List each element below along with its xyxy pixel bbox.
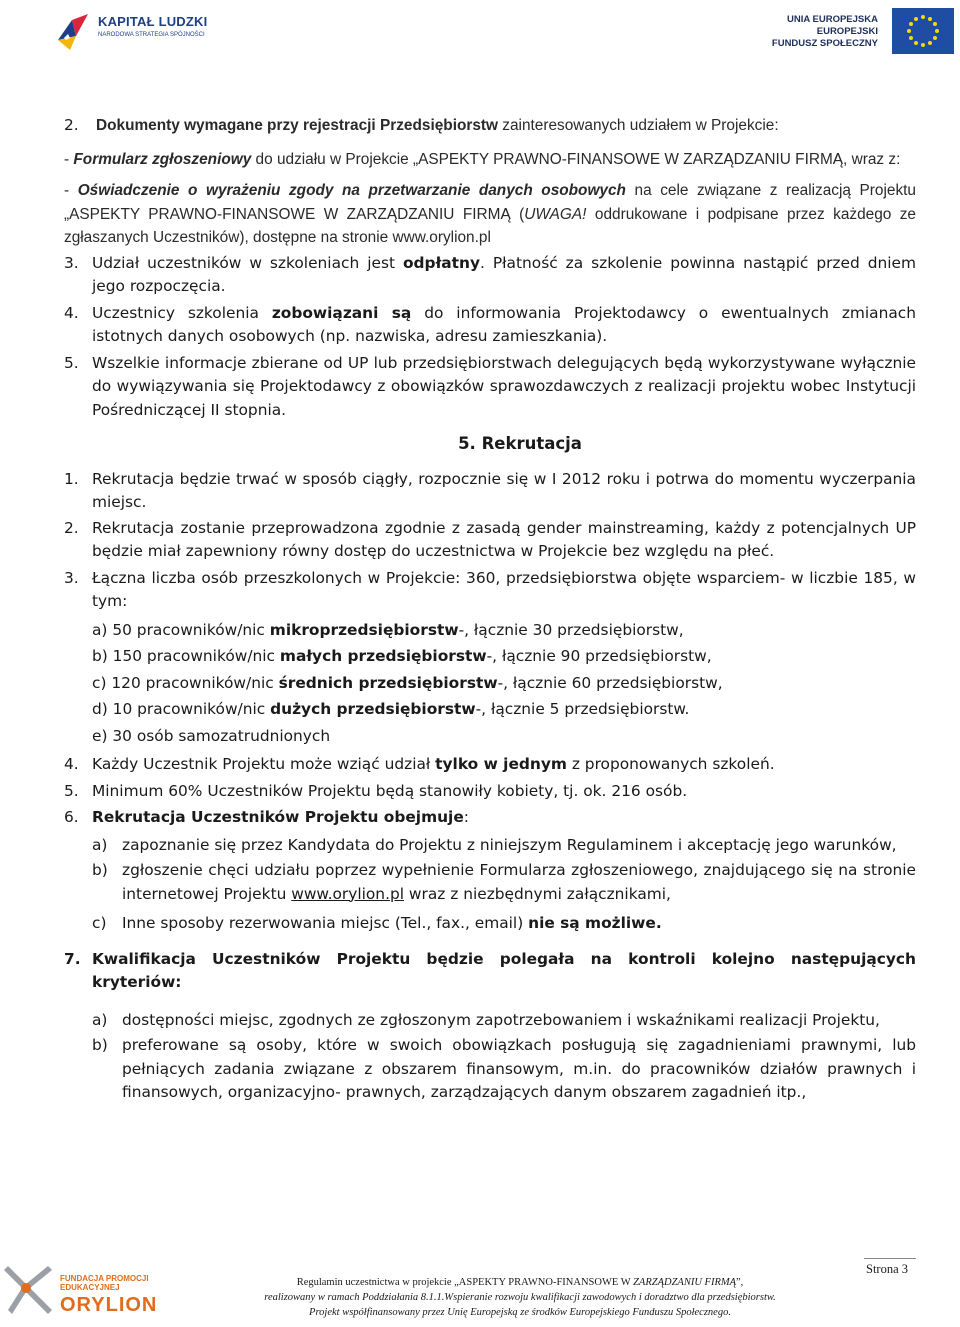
italic-text: UWAGA!: [524, 205, 587, 223]
rekrutacja-item-5: [64, 780, 916, 804]
kapital-ludzki-subtitle: NARODOWA STRATEGIA SPÓJNOŚCI: [98, 32, 205, 38]
text: wraz z niezbędnymi załącznikami,: [404, 884, 671, 903]
eu-flag-icon: [892, 8, 954, 54]
company-breakdown-list: [92, 617, 916, 750]
orylion-link[interactable]: www.orylion.pl: [291, 884, 405, 903]
item-text: Minimum 60% Uczestników Projektu będą stanowiły kobiety, tj. ok. 216 osób.: [92, 781, 688, 800]
sub-item-a: [64, 834, 916, 858]
bold-text: dużych przedsiębiorstw: [270, 700, 476, 718]
text: d) 10 pracowników/nic: [92, 700, 271, 718]
text: -, łącznie 60 przedsiębiorstw,: [497, 673, 723, 692]
kapital-ludzki-logo: [54, 10, 214, 60]
text: -, łącznie 30 przedsiębiorstw,: [458, 620, 684, 639]
list-item: [92, 670, 916, 697]
text: ”,: [736, 1277, 744, 1288]
item-text: [92, 948, 916, 995]
item-text: [92, 806, 916, 830]
item-number: 3.: [64, 568, 79, 587]
text: c) 120 pracowników/nic: [92, 673, 279, 692]
text: :: [463, 808, 469, 826]
bold-italic-text: Formularz zgłoszeniowy: [73, 150, 252, 168]
item-text: [92, 567, 916, 750]
text: Każdy Uczestnik Projektu może wziąć udział: [92, 755, 436, 773]
bold-text: zobowiązani są: [271, 303, 412, 322]
sub-item-c: [64, 912, 916, 936]
dash: -: [64, 150, 74, 168]
sub-item-letter: a): [92, 1010, 108, 1029]
eu-logo-line: EUROPEJSKI: [816, 26, 878, 37]
footer-line-2: realizowany w ramach Poddziałania 8.1.1.Wspieranie rozwoju kwalifikacji zawodowych i doradztwo dla przedsiębiorstw.: [264, 1292, 776, 1303]
footer-line-1: [210, 1275, 830, 1290]
item-text: Wszelkie informacje zbierane od UP lub przedsiębiorstwach delegujących będą wykorzystywane wyłącznie do wywiązywania się Projektodawcy z obowiązków sprawozdawczych z realizacji projektu wobec Instytucji Pośredniczącej II stopnia.: [92, 353, 916, 419]
item-5: [64, 352, 916, 423]
text: zgłoszenie chęci udziału poprzez wypełnienie Formularza zgłoszeniowego, znajdującego się na stronie internetowej Projektu: [122, 861, 916, 903]
bold-text: Dokumenty wymagane przy rejestracji Przedsiębiorstw: [96, 117, 499, 134]
sub-item-text: preferowane są osoby, które w swoich obowiązkach posługują się zagadnieniami prawnymi, lub pełniących zadania związane z obszarem finansowym, m.in. do pracowników działów prawnych i finansowych, organizacyjno- prawnych, zarządzających danym obszarem zagadnień itp.,: [122, 1036, 916, 1101]
list-item: [92, 617, 916, 644]
item-number: 5.: [64, 781, 79, 800]
document-body: [64, 114, 916, 1105]
footer-line-3: Projekt współfinansowany przez Unię Europejską ze środków Europejskiego Funduszu Społecznego.: [309, 1307, 731, 1318]
sub-item-letter: a): [92, 835, 108, 854]
item-text: Rekrutacja zostanie przeprowadzona zgodnie z zasadą gender mainstreaming, każdy z potencjalnych UP będzie miał zapewniony równy dostęp do uczestnictwa w Projekcie bez względu na płeć.: [92, 518, 916, 560]
dash: -: [64, 182, 78, 199]
footer-text: [210, 1275, 830, 1320]
bold-text: nie są możliwe.: [528, 914, 662, 932]
sub-item-b: [64, 859, 916, 906]
text: . Płatność za szkolenie powinna nastąpić przed dniem jego rozpoczęcia.: [92, 253, 916, 295]
orylion-logo-caption: [60, 1274, 149, 1292]
kapital-ludzki-title: KAPITAŁ LUDZKI: [98, 14, 208, 29]
rekrutacja-item-6: [64, 806, 916, 830]
orylion-emblem-icon: [4, 1262, 58, 1322]
criteria-b: [64, 1034, 916, 1105]
sub-item-letter: b): [92, 1036, 108, 1054]
form-line: [64, 148, 916, 172]
bold-text: tylko w jednym: [435, 755, 567, 773]
text: do udziału w Projekcie „ASPEKTY PRAWNO-FINANSOWE W ZARZĄDZANIU FIRMĄ, wraz z:: [251, 150, 901, 168]
text: Uczestnicy szkolenia: [92, 303, 272, 322]
text: do informowania Projektodawcy o ewentualnych zmianach istotnych danych osobowych (np. nazwiska, adresu zamieszkania).: [92, 303, 917, 345]
item-4: [64, 302, 916, 349]
sub-item-text: dostępności miejsc, zgodnych ze zgłoszonym zapotrzebowaniem i wskaźnikami realizacji Projektu,: [122, 1010, 880, 1029]
item-number: 4.: [64, 303, 79, 322]
bold-italic-text: Oświadczenie o wyrażeniu zgody na przetwarzanie danych osobowych: [77, 182, 626, 199]
item-number: 5.: [64, 353, 79, 372]
item-2: [64, 114, 916, 138]
orylion-logo: [4, 1262, 174, 1322]
kapital-ludzki-emblem-icon: [54, 10, 94, 52]
text: Łączna liczba osób przeszkolonych w Projekcie: 360, przedsiębiorstwa objęte wsparciem- w liczbie 185, w tym:: [92, 568, 916, 610]
list-item: [92, 696, 916, 723]
page-number-rule: [864, 1258, 916, 1259]
item-number: 2.: [64, 116, 79, 134]
eu-logo-line: UNIA EUROPEJSKA: [787, 14, 878, 25]
text: e) 30 osób samozatrudnionych: [92, 726, 331, 745]
item-number: 2.: [64, 518, 79, 537]
item-text: Rekrutacja będzie trwać w sposób ciągły, rozpocznie się w I 2012 roku i potrwa do momentu wyczerpania miejsc.: [92, 469, 916, 511]
rekrutacja-item-4: [64, 753, 916, 777]
text: -, łącznie 5 przedsiębiorstw.: [475, 700, 690, 718]
text: b) 150 pracowników/nic: [92, 647, 280, 665]
text: a) 50 pracowników/nic: [92, 620, 270, 639]
logo-line: EDUKACYJNEJ: [60, 1283, 120, 1292]
sub-item-letter: c): [92, 914, 107, 932]
italic-text: ZARZĄDZANIU FIRMĄ: [633, 1277, 737, 1288]
bold-text: mikroprzedsiębiorstw: [269, 620, 459, 639]
eu-logo: [771, 8, 954, 58]
text: z proponowanych szkoleń.: [566, 755, 775, 773]
orylion-logo-name: ORYLION: [60, 1294, 158, 1316]
rekrutacja-item-3: [64, 567, 916, 750]
item-number: 3.: [64, 253, 79, 272]
item-number: 6.: [64, 808, 79, 826]
item-number: 7.: [64, 949, 81, 968]
item-text: [92, 302, 916, 349]
list-item: [92, 723, 916, 750]
section-title: 5. Rekrutacja: [458, 434, 582, 453]
text: oddrukowane i podpisane przez każdego ze zgłaszanych Uczestników), dostępne na stronie www.orylion.pl: [64, 205, 916, 246]
criteria-a: [64, 1009, 916, 1033]
item-text: [92, 252, 916, 299]
text: na cele związane z realizacją Projektu „ASPEKTY PRAWNO-FINANSOWE W ZARZĄDZANIU FIRMĄ (: [64, 182, 916, 223]
sub-item-text: zapoznanie się przez Kandydata do Projektu z niniejszym Regulaminem i akceptację jego warunków,: [122, 835, 897, 854]
rekrutacja-item-7: [64, 948, 916, 995]
item-text: [92, 753, 916, 777]
item-number: 1.: [64, 469, 79, 488]
sub-item-text: [122, 912, 916, 936]
item-number: 4.: [64, 755, 79, 773]
logo-line: FUNDACJA PROMOCJI: [60, 1274, 149, 1283]
bold-text: odpłatny: [402, 253, 481, 272]
sub-item-letter: b): [92, 861, 108, 879]
bold-text: Kwalifikacja Uczestników Projektu będzie polegała na kontroli kolejno następujących kryteriów:: [92, 949, 916, 991]
rekrutacja-item-1: [64, 468, 916, 515]
eu-logo-text: [772, 14, 878, 50]
eu-logo-line: FUNDUSZ SPOŁECZNY: [771, 38, 878, 49]
bold-text: średnich przedsiębiorstw: [278, 673, 498, 692]
rekrutacja-item-2: [64, 517, 916, 564]
text: Inne sposoby rezerwowania miejsc (Tel., fax., email): [122, 914, 529, 932]
sub-item-text: [122, 859, 916, 906]
list-item: [92, 643, 916, 670]
bold-text: małych przedsiębiorstw: [279, 647, 487, 665]
text: Udział uczestników w szkoleniach jest: [92, 253, 403, 272]
page-number: Strona 3: [866, 1262, 909, 1276]
item-text: [96, 114, 916, 138]
text: Regulamin uczestnictwa w projekcie „ASPEKTY PRAWNO-FINANSOWE W: [296, 1277, 634, 1288]
text: -, łącznie 90 przedsiębiorstw,: [486, 647, 712, 665]
bold-text: Rekrutacja Uczestników Projektu obejmuje: [92, 808, 464, 826]
text: zainteresowanych udziałem w Projekcie:: [498, 117, 779, 134]
item-3: [64, 252, 916, 299]
oswiadczenie-line: [64, 179, 916, 250]
